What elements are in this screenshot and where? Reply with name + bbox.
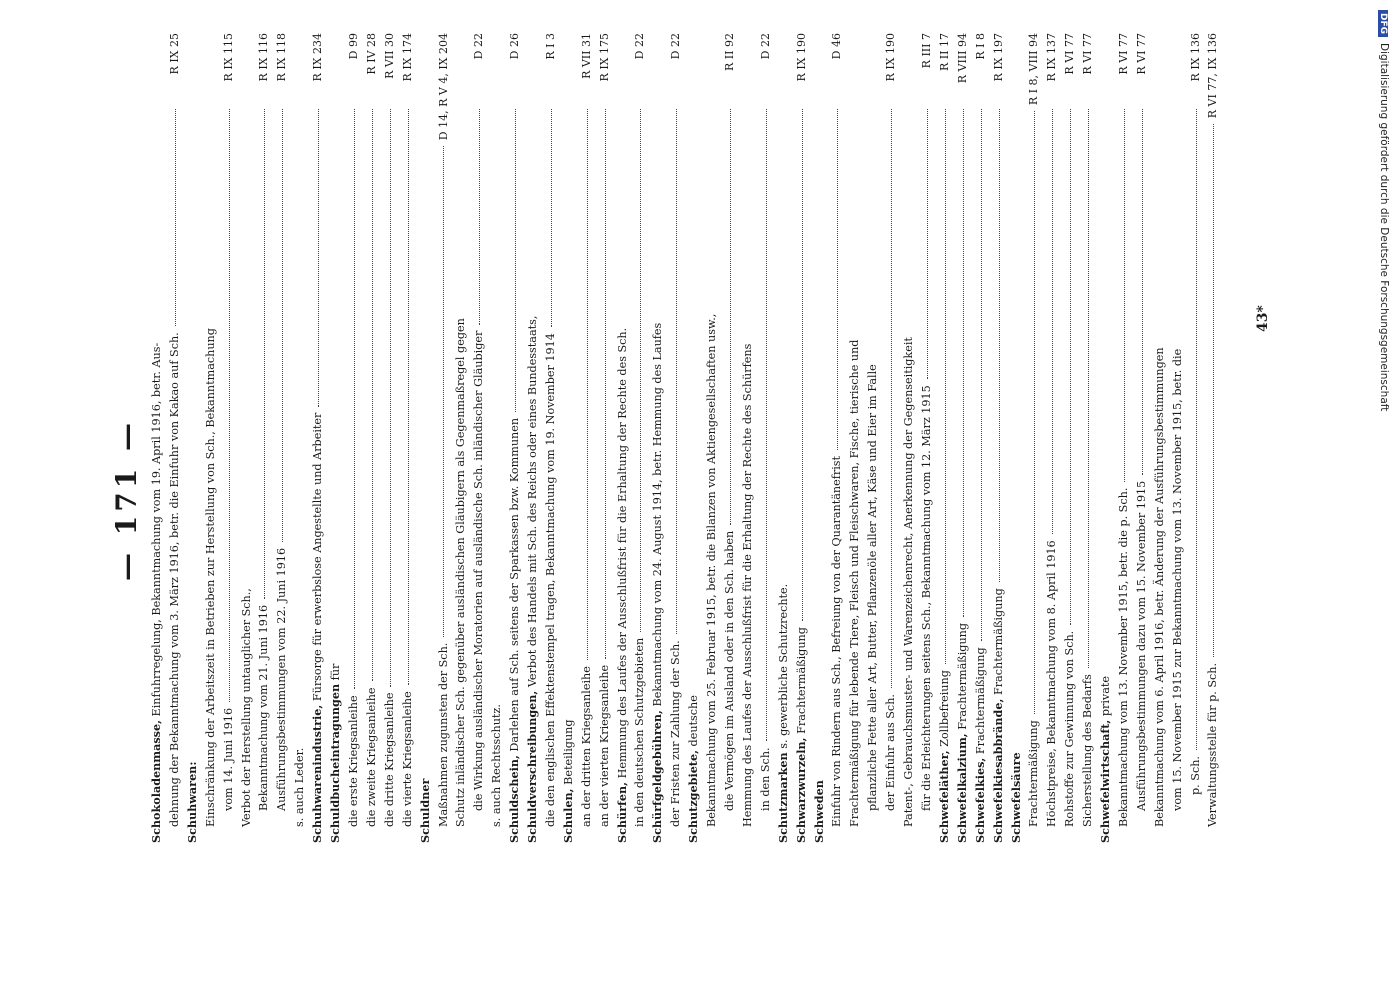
entry-text: [721, 531, 739, 811]
entry-text: [470, 331, 488, 811]
entry-body: Sicherstellung des Bedarfs: [1081, 674, 1095, 827]
entry-body: Patent-, Gebrauchsmuster- und Warenzeichenrecht, Anerkennung der Gegenseitigkeit: [902, 337, 916, 827]
leader-dots: [586, 109, 588, 660]
entry-body: Bekanntmachung vom 21. Juni 1916: [257, 604, 271, 811]
index-entry-line: [202, 33, 220, 843]
index-entry-line: [524, 33, 542, 843]
index-entry-line: [739, 33, 757, 843]
entry-body: in den deutschen Schutzgebieten: [633, 637, 647, 827]
leader-dots: [836, 109, 838, 450]
entry-text: [757, 747, 775, 811]
index-entry-line: [273, 33, 291, 843]
index-entry-line: [1151, 33, 1169, 843]
index-entry-line: [220, 33, 238, 843]
entry-heading: Schutzmarken: [775, 752, 790, 843]
entry-reference: R VIII 94: [955, 33, 969, 84]
index-entry-line: [309, 33, 327, 843]
entry-text: [631, 638, 649, 827]
leader-dots: [281, 109, 283, 542]
leader-dots: [1195, 109, 1197, 750]
entry-body: die vierte Kriegsanleihe: [400, 691, 414, 827]
entry-text: [238, 588, 256, 827]
leader-dots: [514, 109, 516, 412]
leader-dots: [317, 109, 319, 407]
index-entry-line: [1061, 33, 1079, 843]
index-entry-line: [1043, 33, 1061, 843]
leader-dots: [729, 109, 731, 525]
entry-text: [255, 605, 273, 811]
entry-text: [399, 691, 417, 827]
entry-body: Frachtermäßigung für lebende Tiere, Fleisch und Fleischwaren, Fische, tierische und: [848, 339, 862, 827]
entry-body: Frachtermäßigung: [955, 622, 969, 734]
entry-heading: Schwefelwirtschaft,: [1098, 719, 1113, 843]
entry-text: [954, 623, 972, 843]
entry-text: [775, 584, 793, 843]
index-entry-line: [990, 33, 1008, 843]
entry-text: [793, 627, 811, 843]
entry-text: [184, 762, 202, 843]
entry-reference: R VI 77: [1063, 33, 1077, 75]
index-entry-line: [1169, 33, 1187, 843]
index-entry-line: [363, 33, 381, 843]
index-entry-line: [452, 33, 470, 843]
entry-text: [202, 328, 220, 827]
index-entry-line: [560, 33, 578, 843]
entry-text: [614, 328, 632, 843]
entry-body: die Vermögen im Ausland oder in den Sch. haben: [723, 530, 736, 811]
entry-reference: D 22: [633, 33, 647, 60]
index-entry-line: [578, 33, 596, 843]
index-entry-line: [327, 33, 345, 843]
entry-heading: Schuhwarenindustrie,: [310, 704, 325, 843]
index-entry-line: [1204, 33, 1222, 843]
index-entry-line: [166, 33, 184, 843]
entry-reference: D 22: [669, 33, 683, 60]
entry-reference: R I 3: [543, 33, 557, 60]
entry-body: Bekanntmachung vom 25. Februar 1915, betr. die Bilanzen von Aktiengesellschaften usw.,: [705, 313, 719, 827]
entry-text: [936, 670, 954, 843]
leader-dots: [174, 109, 176, 326]
entry-body: Beteiligung: [561, 719, 575, 789]
entry-heading: Schuhwaren:: [184, 761, 199, 843]
entry-text: [1008, 752, 1026, 843]
index-entry-line: [703, 33, 721, 843]
entry-text: [1151, 347, 1169, 827]
index-entry-line: [721, 33, 739, 843]
entry-reference: R VII 30: [382, 33, 396, 79]
entry-body: an der vierten Kriegsanleihe: [597, 664, 611, 827]
index-entry-line: [918, 33, 936, 843]
entry-body: Verbot der Herstellung untauglicher Sch.,: [239, 588, 253, 827]
entry-body: vom 14. Juni 1916: [221, 707, 235, 811]
entry-text: [327, 664, 345, 843]
entry-text: [345, 695, 363, 827]
entry-reference: R IX 115: [221, 33, 235, 82]
entry-text: [596, 665, 614, 827]
leader-dots: [1212, 124, 1214, 657]
entry-text: [1187, 756, 1205, 795]
entry-body: s. gewerbliche Schutzrechte.: [776, 583, 790, 753]
index-entry-line: [882, 33, 900, 843]
entry-body: in den Sch.: [758, 747, 772, 811]
leader-dots: [801, 109, 803, 621]
index-entry-line: [1097, 33, 1115, 843]
entry-text: [828, 456, 846, 827]
index-entry-line: [148, 33, 166, 843]
entry-reference: R VI 77, IX 136: [1206, 33, 1220, 119]
credit-text: Digitalisierung gefördert durch die Deutsche Forschungsgemeinschaft: [1378, 43, 1390, 412]
digitization-credit: [1368, 10, 1394, 990]
entry-reference: R IX 190: [794, 33, 808, 82]
entry-body: die den englischen Effektenstempel tragen, Bekanntmachung vom 19. November 1914: [543, 333, 557, 827]
leader-dots: [371, 109, 373, 681]
entry-reference: D 22: [472, 33, 486, 60]
index-entry-line: [811, 33, 829, 843]
entry-body: der Fristen zur Zahlung der Sch.: [669, 640, 683, 827]
entry-heading: Schweden: [811, 780, 826, 843]
entry-body: der Einfuhr aus Sch.: [884, 694, 898, 811]
entry-reference: R IX 118: [275, 33, 289, 82]
entry-reference: D 14, R V 4, IX 204: [436, 33, 450, 141]
entry-body: Einfuhrregelung, Bekanntmachung vom 19. April 1916, betr. Aus-: [150, 342, 163, 721]
entry-reference: R VI 77: [1081, 33, 1095, 75]
entry-reference: R IX 25: [167, 33, 181, 75]
entry-text: [488, 704, 506, 827]
entry-reference: D 22: [758, 33, 772, 60]
entry-text: [1133, 481, 1151, 811]
entry-heading: Schutzgebiete,: [686, 750, 701, 843]
entry-body: Verbot des Handels mit Sch. des Reichs oder eines Bundesstaats,: [526, 315, 540, 691]
index-entries: [148, 33, 1222, 843]
entry-reference: R IX 136: [1188, 33, 1202, 82]
entry-body: Maßnahmen zugunsten der Sch.: [436, 642, 450, 827]
entry-text: [452, 318, 470, 827]
leader-dots: [1087, 109, 1089, 668]
leader-dots: [639, 109, 641, 632]
signature-mark: 43*: [1255, 305, 1271, 332]
entry-reference: R IV 28: [364, 33, 378, 75]
index-entry-line: [184, 33, 202, 843]
index-entry-line: [1133, 33, 1151, 843]
page-number: — 171 —: [110, 419, 143, 581]
entry-text: [435, 643, 453, 827]
entry-text: [542, 333, 560, 827]
index-entry-line: [972, 33, 990, 843]
leader-dots: [389, 109, 391, 687]
entry-body: private: [1099, 675, 1113, 720]
leader-dots: [944, 109, 946, 664]
index-entry-line: [793, 33, 811, 843]
index-entry-line: [381, 33, 399, 843]
entry-heading: Schuldner: [417, 778, 432, 843]
entry-body: deutsche: [687, 695, 701, 750]
index-entry-line: [954, 33, 972, 843]
index-entry-line: [488, 33, 506, 843]
entry-text: [1025, 720, 1043, 827]
leader-dots: [998, 109, 1000, 582]
entry-text: [1169, 349, 1187, 811]
entry-text: [220, 708, 238, 811]
entry-body: Fürsorge für erwerbslose Angestellte und Arbeiter: [311, 412, 325, 705]
entry-reference: D 26: [508, 33, 522, 60]
index-entry-line: [596, 33, 614, 843]
entry-reference: R IX 234: [311, 33, 325, 82]
entry-text: [363, 687, 381, 827]
index-entry-line: [775, 33, 793, 843]
leader-dots: [675, 109, 677, 634]
entry-reference: R IX 137: [1045, 33, 1059, 82]
entry-text: [972, 647, 990, 843]
index-entry-line: [435, 33, 453, 843]
entry-reference: R IX 190: [884, 33, 898, 82]
entry-heading: Schokoladenmasse,: [149, 720, 163, 843]
entry-text: [882, 694, 900, 811]
entry-body: Bekanntmachung vom 6. April 1916, betr. Änderung der Ausführungsbestimmungen: [1152, 347, 1166, 827]
entry-body: Frachtermäßigung: [794, 627, 808, 738]
leader-dots: [1069, 109, 1071, 625]
entry-text: [148, 343, 166, 843]
entry-reference: D 46: [830, 33, 844, 60]
leader-dots: [1141, 109, 1143, 475]
leader-dots: [890, 109, 892, 688]
entry-heading: Schwefelkies,: [972, 757, 987, 843]
index-entry-line: [649, 33, 667, 843]
index-entry-line: [828, 33, 846, 843]
entry-reference: R VI 77: [1134, 33, 1148, 75]
leader-dots: [765, 109, 767, 741]
leader-dots: [1033, 111, 1035, 714]
entry-text: [166, 332, 184, 827]
entry-heading: Schwefelkalzium,: [954, 733, 969, 843]
entry-text: [309, 413, 327, 843]
entry-body: s. auch Leder.: [293, 747, 307, 827]
entry-text: [273, 548, 291, 811]
entry-heading: Schürfgeldgebühren,: [650, 710, 665, 843]
index-entry-line: [542, 33, 560, 843]
entry-body: Hemmung des Laufes der Ausschlußfrist für die Erhaltung der Rechte des Sch.: [615, 327, 629, 782]
entry-text: [918, 385, 936, 811]
entry-reference: R II 92: [723, 33, 736, 71]
index-entry-line: [757, 33, 775, 843]
index-entry-line: [291, 33, 309, 843]
entry-text: [739, 344, 757, 827]
entry-body: für: [329, 663, 343, 684]
leader-dots: [442, 146, 444, 636]
entry-reference: R IX 197: [991, 33, 1005, 82]
entry-text: [1043, 540, 1061, 827]
entry-heading: Schuldverschreibungen,: [525, 690, 540, 843]
entry-heading: Schwefelsäure: [1008, 752, 1023, 843]
entry-reference: R IX 175: [597, 33, 611, 82]
leader-dots: [353, 109, 355, 689]
leader-dots: [980, 109, 982, 641]
entry-reference: R IX 174: [400, 33, 414, 82]
index-entry-line: [345, 33, 363, 843]
index-entry-line: [1187, 33, 1205, 843]
index-entry-line: [864, 33, 882, 843]
entry-body: Zollbefreiung: [937, 670, 951, 751]
index-entry-line: [1079, 33, 1097, 843]
index-entry-line: [685, 33, 703, 843]
entry-body: die dritte Kriegsanleihe: [382, 692, 396, 827]
entry-text: [381, 693, 399, 827]
entry-body: Frachtermäßigung: [973, 647, 987, 758]
entry-body: p. Sch.: [1188, 756, 1202, 795]
entry-heading: Schuldschein,: [507, 755, 522, 843]
entry-body: für die Erleichterungen seitens Sch., Bekanntmachung vom 12. März 1915: [919, 385, 933, 811]
index-entry-line: [614, 33, 632, 843]
index-entry-line: [255, 33, 273, 843]
index-entry-line: [1025, 33, 1043, 843]
entry-text: [900, 337, 918, 827]
entry-heading: Schwefeläther,: [936, 750, 951, 843]
entry-reference: R VI 77: [1116, 33, 1130, 75]
entry-body: die Wirkung ausländischer Moratorien auf ausländische Sch. inländischer Gläubiger: [472, 330, 486, 811]
entry-body: die zweite Kriegsanleihe: [364, 687, 378, 827]
index-entry-line: [936, 33, 954, 843]
entry-reference: R VII 31: [579, 33, 593, 79]
leader-dots: [962, 109, 964, 617]
entry-reference: R III 7: [919, 33, 933, 69]
entry-text: [1061, 631, 1079, 827]
leader-dots: [407, 109, 409, 685]
leader-dots: [604, 109, 606, 659]
entry-heading: Schuldbucheintragungen: [328, 683, 343, 843]
index-entry-line: [1008, 33, 1026, 843]
entry-heading: Schwefelkiesabbrände,: [990, 698, 1005, 843]
entry-reference: R I 8, VIII 94: [1027, 33, 1041, 106]
entry-text: [846, 340, 864, 827]
leader-dots: [1051, 109, 1053, 534]
entry-text: [560, 719, 578, 843]
entry-body: Verwaltungsstelle für p. Sch.: [1206, 662, 1220, 827]
index-entry-line: [506, 33, 524, 843]
entry-text: [811, 780, 829, 843]
entry-body: pflanzliche Fette aller Art, Butter, Pflanzenöle aller Art, Käse und Eier im Falle: [866, 364, 880, 811]
entry-heading: Schürfen,: [614, 781, 629, 843]
index-entry-line: [417, 33, 435, 843]
entry-body: Rohstoffe zur Gewinnung von Sch.: [1063, 630, 1077, 827]
entry-body: Bekanntmachung vom 13. November 1915, betr. die p. Sch.: [1116, 487, 1130, 827]
entry-body: an der dritten Kriegsanleihe: [579, 666, 593, 827]
index-entry-line: [238, 33, 256, 843]
entry-text: [685, 695, 703, 843]
entry-reference: R IX 116: [257, 33, 271, 82]
entry-text: [524, 316, 542, 843]
leader-dots: [228, 109, 230, 702]
index-entry-line: [667, 33, 685, 843]
entry-reference: D 99: [346, 33, 360, 60]
entry-text: [291, 748, 309, 827]
leader-dots: [1123, 109, 1125, 482]
entry-text: [1204, 663, 1222, 827]
entry-body: Frachtermäßigung: [1027, 720, 1041, 827]
entry-text: [1079, 674, 1097, 827]
leader-dots: [478, 109, 480, 325]
entry-body: die erste Kriegsanleihe: [346, 695, 360, 827]
entry-text: [1115, 488, 1133, 827]
leader-dots: [926, 109, 928, 379]
leader-dots: [550, 109, 552, 327]
entry-body: Darlehen auf Sch. seitens der Sparkassen bzw. Kommunen: [508, 417, 522, 756]
entry-text: [990, 588, 1008, 843]
entry-text: [1097, 676, 1115, 843]
entry-body: vom 15. November 1915 zur Bekanntmachung vom 13. November 1915, betr. die: [1170, 348, 1184, 811]
entry-body: Bekanntmachung vom 24. August 1914, betr. Hemmung des Laufes: [651, 322, 665, 711]
entry-body: Ausführungsbestimmungen vom 22. Juni 1916: [275, 547, 289, 811]
index-entry-line: [399, 33, 417, 843]
index-entry-line: [631, 33, 649, 843]
entry-body: Ausführungsbestimmungen dazu vom 15. November 1915: [1134, 480, 1148, 811]
entry-text: [864, 364, 882, 811]
entry-body: Hemmung des Laufes der Ausschlußfrist für die Erhaltung der Rechte des Schürfens: [740, 343, 754, 827]
entry-body: Schutz inländischer Sch. gegenüber ausländischen Gläubigern als Gegenmaßregel gegen: [454, 318, 468, 827]
entry-text: [649, 323, 667, 843]
entry-body: Einschränkung der Arbeitszeit in Betrieben zur Herstellung von Sch., Bekanntmachung: [203, 328, 217, 827]
index-entry-line: [846, 33, 864, 843]
entry-text: [667, 640, 685, 827]
entry-body: dehnung der Bekanntmachung vom 3. März 1916, betr. die Einfuhr von Kakao auf Sch.: [167, 332, 181, 827]
index-entry-line: [1115, 33, 1133, 843]
entry-body: s. auch Rechtsschutz.: [490, 704, 504, 827]
entry-reference: R II 17: [937, 33, 951, 71]
entry-text: [506, 418, 524, 843]
entry-text: [417, 779, 435, 843]
entry-text: [578, 666, 596, 827]
entry-body: Einfuhr von Rindern aus Sch., Befreiung von der Quarantänefrist: [830, 455, 844, 827]
dfg-logo: DFG: [1378, 10, 1388, 37]
entry-heading: Schulen,: [560, 788, 575, 843]
index-entry-line: [900, 33, 918, 843]
index-entry-line: [470, 33, 488, 843]
leader-dots: [263, 109, 265, 599]
entry-reference: R I 8: [973, 33, 987, 60]
entry-body: Höchstpreise, Bekanntmachung vom 8. April 1916: [1045, 540, 1059, 827]
entry-body: Frachtermäßigung: [991, 588, 1005, 699]
entry-text: [703, 314, 721, 827]
entry-heading: Schwarzwurzeln,: [793, 737, 808, 843]
